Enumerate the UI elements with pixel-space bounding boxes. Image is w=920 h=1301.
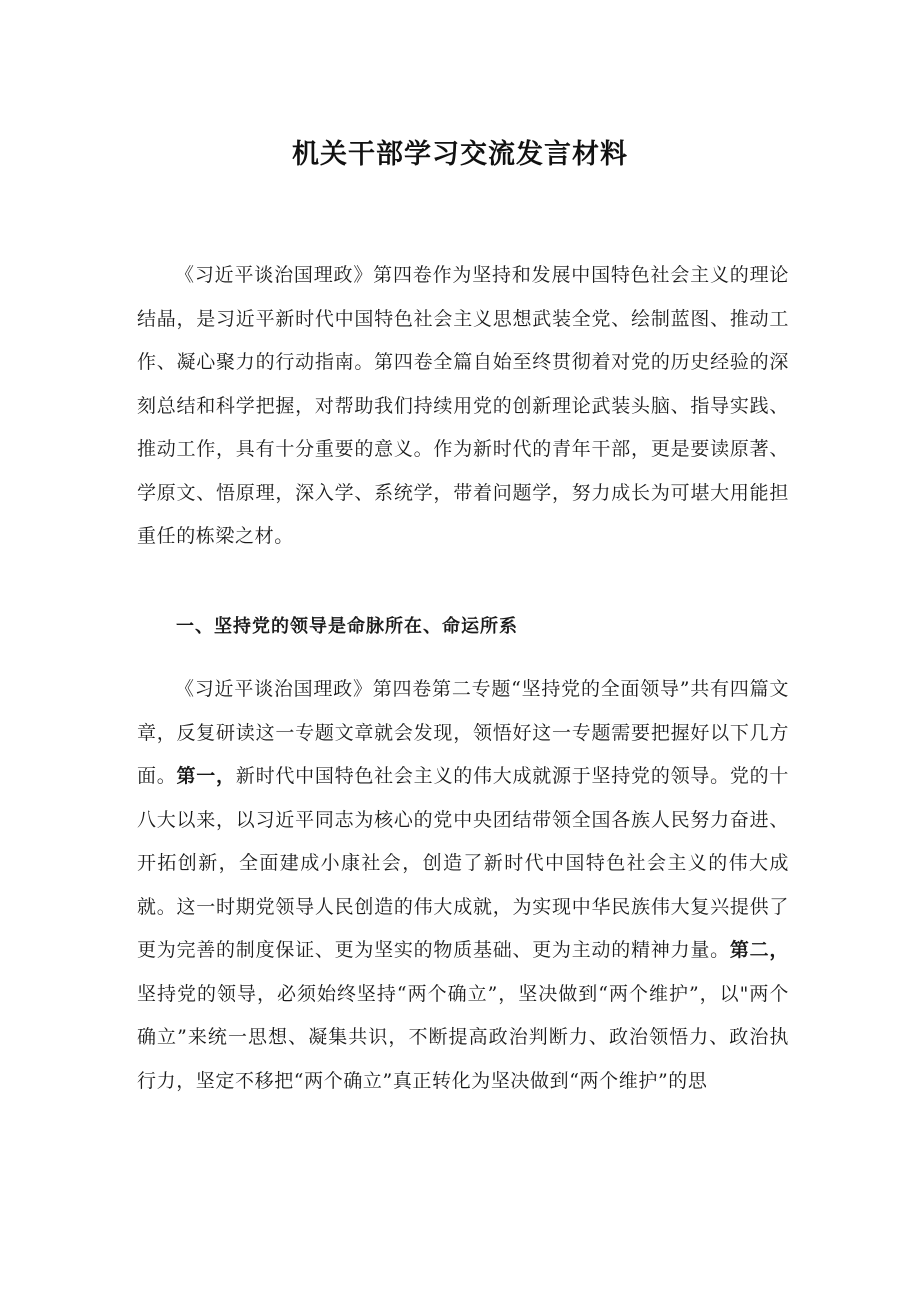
section-paragraph [137,668,789,1103]
point-marker-second: 第二， [729,939,789,961]
document-title: 机关干部学习交流发言材料 [292,139,628,171]
intro-paragraph: 《习近平谈治国理政》第四卷作为坚持和发展中国特色社会主义的理论结晶，是习近平新时代中国特色社会主义思想武装全党、绘制蓝图、推动工作、凝心聚力的行动指南。第四卷全篇自始至终贯彻着对党的历史经验的深刻总结和科学把握，对帮助我们持续用党的创新理论武装头脑、指导实践、推动工作，具有十分重要的意义。作为新时代的青年干部，更是要读原著、学原文、悟原理，深入学、系统学，带着问题学，努力成长为可堪大用能担重任的栋梁之材。 [137,264,789,547]
section-heading: 一、坚持党的领导是命脉所在、命运所系 [176,616,518,637]
paragraph-text: 新时代中国特色社会主义的伟大成就源于坚持党的领导。党的十八大以来，以习近平同志为核心的党中央团结带领全国各族人民努力奋进、开拓创新，全面建成小康社会，创造了新时代中国特色社会主义的伟大成就。这一时期党领导人民创造的伟大成就，为实现中华民族伟大复兴提供了更为完善的制度保证、更为坚实的物质基础、更为主动的精神力量。 [137,765,789,961]
paragraph-text: 《习近平谈治国理政》第四卷第二专题“坚持党的全面领导”共有四篇文章，反复研读这一专题文章就会发现，领悟好这一专题需要把握好以下几方面。 [137,678,789,787]
paragraph-text: 坚持党的领导，必须始终坚持“两个确立”，坚决做到“两个维护”，以"两个确立”来统一思想、凝集共识，不断提高政治判断力、政治领悟力、政治执行力，坚定不移把“两个确立”真正转化为坚决做到“两个维护”的思 [137,982,789,1092]
point-marker-first: 第一， [176,765,236,787]
